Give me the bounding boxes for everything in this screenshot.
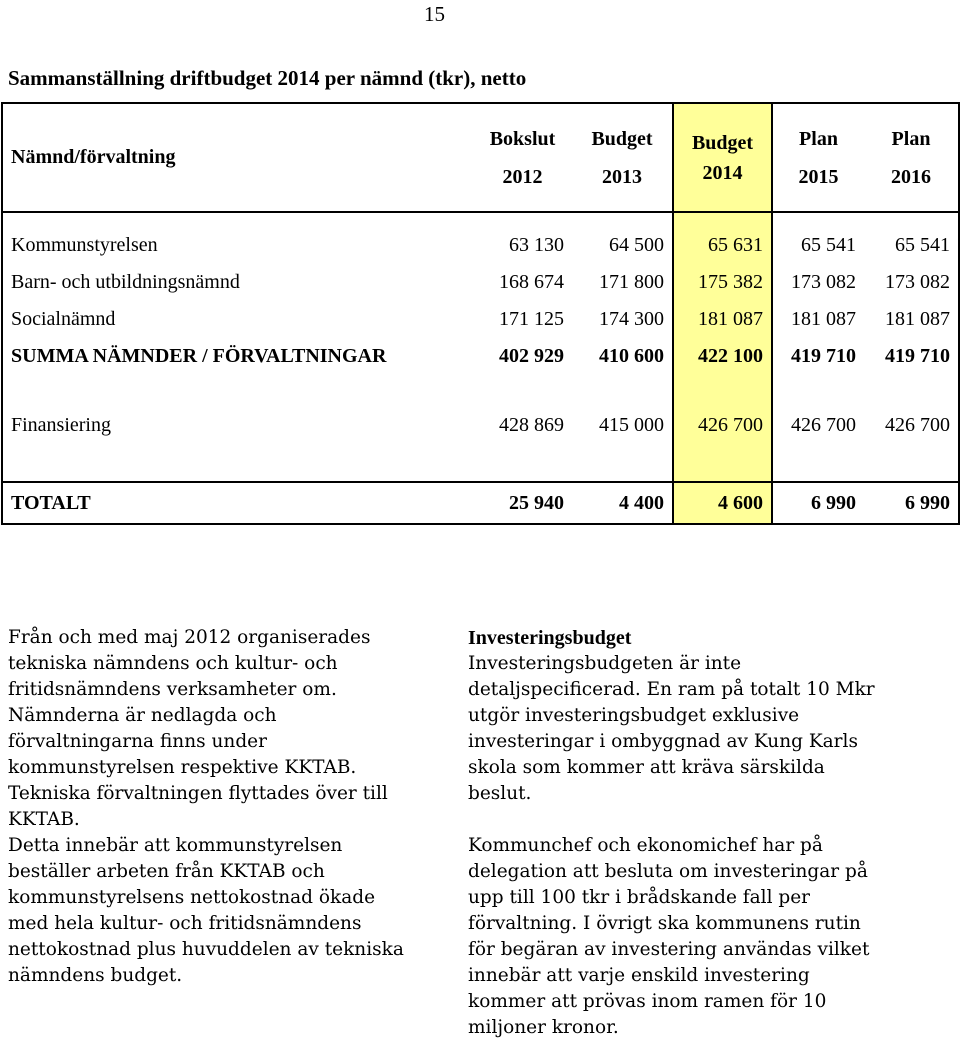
text-line: Detta innebär att kommunstyrelsen bbox=[8, 835, 343, 856]
table-row bbox=[2, 227, 959, 264]
header-plan-2015: Plan 2015 bbox=[772, 103, 864, 212]
cell-value: 402 929 bbox=[499, 345, 564, 367]
text-line: beslut. bbox=[468, 783, 532, 804]
cell-value: 173 082 bbox=[864, 264, 959, 301]
cell-value: 65 631 bbox=[673, 227, 772, 264]
financing-row bbox=[2, 405, 959, 445]
cell-value: 175 382 bbox=[673, 264, 772, 301]
summa-row bbox=[2, 338, 959, 375]
header-budget-2014: Budget 2014 bbox=[673, 103, 772, 212]
text-line: Tekniska förvaltningen flyttades över till bbox=[8, 783, 388, 804]
text-line: utgör investeringsbudget exklusive bbox=[468, 705, 800, 726]
header-budget-2013: Budget 2013 bbox=[572, 103, 673, 212]
text-line: KKTAB. bbox=[8, 809, 80, 830]
cell-value: 181 087 bbox=[673, 301, 772, 338]
cell-value: 171 125 bbox=[499, 308, 564, 330]
header-name-column: Nämnd/förvaltning bbox=[2, 103, 473, 212]
text-line: Nämnderna är nedlagda och bbox=[8, 705, 277, 726]
text-line: kommunstyrelsens nettokostnad ökade bbox=[8, 887, 376, 908]
cell-value: 168 674 bbox=[499, 271, 564, 293]
cell-value: 426 700 bbox=[864, 405, 959, 445]
organisation-text bbox=[8, 625, 428, 989]
cell-value: 419 710 bbox=[864, 338, 959, 375]
text-line: delegation att besluta om investeringar på bbox=[468, 861, 868, 882]
cell-value: 4 400 bbox=[572, 482, 673, 524]
cell-value: 173 082 bbox=[791, 271, 856, 293]
text-line: Kommunchef och ekonomichef har på bbox=[468, 835, 823, 856]
text-line: kommunstyrelsen respektive KKTAB. bbox=[8, 757, 357, 778]
row-name: TOTALT bbox=[2, 482, 473, 524]
paragraph-gap bbox=[468, 807, 948, 833]
text-line: förvaltning. I övrigt ska kommunens rutin bbox=[468, 913, 861, 934]
cell-value: 426 700 bbox=[673, 405, 772, 445]
row-name: Kommunstyrelsen bbox=[2, 227, 473, 264]
cell-value: 181 087 bbox=[791, 308, 856, 330]
cell-value: 174 300 bbox=[599, 308, 664, 330]
spacer-row bbox=[2, 212, 959, 227]
text-line: innebär att varje enskild investering bbox=[468, 965, 810, 986]
table-row bbox=[2, 264, 959, 301]
cell-value: 426 700 bbox=[791, 413, 856, 436]
row-name: Finansiering bbox=[2, 405, 473, 445]
cell-value: 63 130 bbox=[509, 234, 564, 256]
text-line: detaljspecificerad. En ram på totalt 10 Mkr bbox=[468, 679, 875, 700]
cell-value: 415 000 bbox=[599, 413, 664, 436]
header-bokslut-2012: Bokslut 2012 bbox=[473, 103, 572, 212]
text-line: Från och med maj 2012 organiserades bbox=[8, 627, 371, 648]
row-name: Socialnämnd bbox=[2, 301, 473, 338]
text-line: miljoner kronor. bbox=[468, 1017, 619, 1038]
cell-value: 65 541 bbox=[801, 234, 856, 256]
budget-table bbox=[1, 102, 960, 525]
text-line: beställer arbeten från KKTAB och bbox=[8, 861, 325, 882]
page-title: Sammanställning driftbudget 2014 per nämnd (tkr), netto bbox=[8, 66, 527, 90]
cell-value: 4 600 bbox=[673, 482, 772, 524]
page-number: 15 bbox=[424, 2, 445, 26]
total-row bbox=[2, 482, 959, 524]
text-line: investeringar i ombyggnad av Kung Karls bbox=[468, 731, 858, 752]
text-line: tekniska nämndens och kultur- och bbox=[8, 653, 338, 674]
table-row bbox=[2, 301, 959, 338]
text-line: upp till 100 tkr i brådskande fall per bbox=[468, 887, 811, 908]
text-line: förvaltningarna finns under bbox=[8, 731, 267, 752]
row-name: SUMMA NÄMNDER / FÖRVALTNINGAR bbox=[2, 338, 473, 375]
cell-value: 171 800 bbox=[599, 271, 664, 293]
text-line: kommer att prövas inom ramen för 10 bbox=[468, 991, 827, 1012]
spacer-row bbox=[2, 375, 959, 405]
text-line: fritidsnämndens verksamheter om. bbox=[8, 679, 337, 700]
cell-value: 25 940 bbox=[473, 482, 572, 524]
cell-value: 428 869 bbox=[499, 413, 564, 436]
cell-value: 6 990 bbox=[772, 482, 864, 524]
cell-value: 419 710 bbox=[791, 345, 856, 367]
row-name: Barn- och utbildningsnämnd bbox=[2, 264, 473, 301]
cell-value: 65 541 bbox=[864, 227, 959, 264]
text-line: för begäran av investering användas vilket bbox=[468, 939, 870, 960]
text-line: skola som kommer att kräva särskilda bbox=[468, 757, 825, 778]
cell-value: 6 990 bbox=[864, 482, 959, 524]
investment-text bbox=[468, 625, 948, 1041]
header-plan-2016: Plan 2016 bbox=[864, 103, 959, 212]
cell-value: 181 087 bbox=[864, 301, 959, 338]
cell-value: 64 500 bbox=[609, 234, 664, 256]
text-line: Investeringsbudgeten är inte bbox=[468, 653, 742, 674]
section-heading: Investeringsbudget bbox=[468, 627, 632, 649]
cell-value: 422 100 bbox=[673, 338, 772, 375]
text-line: nämndens budget. bbox=[8, 965, 183, 986]
table-header-row bbox=[2, 103, 959, 212]
text-line: nettokostnad plus huvuddelen av tekniska bbox=[8, 939, 404, 960]
text-line: med hela kultur- och fritidsnämndens bbox=[8, 913, 362, 934]
spacer-row bbox=[2, 445, 959, 482]
cell-value: 410 600 bbox=[599, 345, 664, 367]
